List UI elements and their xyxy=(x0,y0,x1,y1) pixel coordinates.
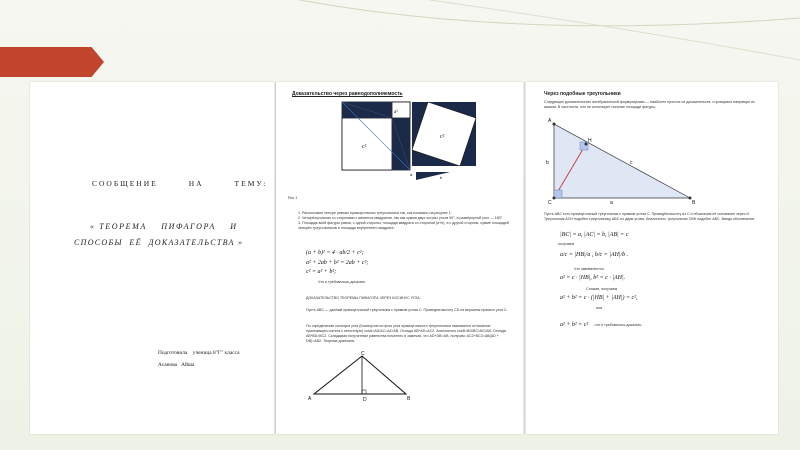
side-label-a: a xyxy=(610,200,613,206)
figure-caption: Рис 1 xyxy=(288,196,298,200)
side-label-c: c xyxy=(630,160,633,166)
proof-paragraph: Пусть ABC есть прямоугольный треугольник с прямым углом C. Проведём высоту из C и обозначим её основание через H. Треугольник ACH подобен треугольнику ABC по двум углам. Аналогично, треугольник CBH подобен ABC. Введя обозначения xyxy=(544,212,755,221)
side-label-b: b xyxy=(546,160,549,166)
vertex-label-b: B xyxy=(407,396,411,402)
page-proof-rearrangement xyxy=(276,82,523,434)
vertex-label-c: C xyxy=(361,351,365,357)
intro-text: Следующее доказательство алгебраической формулировки — наиболее простое из доказательств, строящихся напрямую из аксиом. В частности, оно не использует понятие площади фигуры. xyxy=(544,100,755,109)
topic-line-1: « ТЕОРЕМА ПИФАГОРА И xyxy=(90,222,238,231)
proof-step: 3. Площадь всей фигуры равна, с одной стороны, площади квадрата со стороной (a+b), а с другой стороны, сумме площадей четырёх треугольников и площади внутреннего квадрата. xyxy=(298,221,509,230)
vertex-label-a: A xyxy=(308,396,312,402)
label-sum: Сложив, получаем xyxy=(586,287,618,291)
vertex-label-d: D xyxy=(363,397,367,402)
report-title-line: СООБЩЕНИЕ НА ТЕМУ: xyxy=(92,179,268,188)
accent-ribbon xyxy=(0,47,104,77)
equation-5: a² + b² = c² xyxy=(560,322,589,328)
proof-step: 2. Четырёхугольник со сторонами c является квадратом, так как сумма двух острых углов 90°, а развёрнутый угол — 180°. xyxy=(298,216,504,220)
prepared-by: Подготовила ученица 8"Г" класса xyxy=(158,350,240,356)
equation-5-tail: , что и требовалось доказать. xyxy=(592,323,643,327)
page-divider xyxy=(524,82,525,434)
svg-text:c²: c² xyxy=(362,144,367,150)
svg-text:a²: a² xyxy=(394,110,398,115)
svg-text:a: a xyxy=(410,172,413,177)
equation-3: a² = c · |HB|, b² = c · |AH|. xyxy=(560,275,626,281)
equation-4: a² + b² = c · (|HB| + |AH|) = c², xyxy=(560,295,638,301)
section-2-title: ДОКАЗАТЕЛЬСТВО ТЕОРЕМЫ ПИФАГОРА ЧЕРЕЗ КОСИНУС УГЛА: xyxy=(306,296,421,300)
section-heading: Доказательство через равнодополняемость xyxy=(292,91,403,97)
section-heading: Через подобные треугольники xyxy=(544,91,621,97)
page-proof-similar-triangles xyxy=(526,82,778,434)
label-or: или xyxy=(596,306,603,310)
formula-3: c² = a² + b²; xyxy=(306,269,337,275)
vertex-label-b: B xyxy=(692,200,696,206)
proof-steps xyxy=(298,211,510,231)
vertex-label-a: A xyxy=(548,118,552,124)
svg-text:c²: c² xyxy=(440,134,445,140)
section-2-paragraph-2: По определению косинуса угла (Косинусом острого угла прямоугольного треугольника называется отношение прилежащего катета к гипотенузе) cosA=AD/AC=AC/AB. Отсюда AB*AD=AC2. Аналогично cosB=BD/BC=BC/AB. Отсюда AB*BD=BC2. Складывая полученные равенства почленно и замечая, что AD+DB=AB, получим: AC2+BC2=AB(AD + DB)=AB2. Теорема доказана. xyxy=(306,324,506,343)
equation-1: |BC| = a, |AC| = b, |AB| = c xyxy=(560,232,629,238)
equation-2: a/c = |HB|/a , b/c = |AH|/b . xyxy=(560,252,629,258)
page-title-sheet xyxy=(30,82,274,434)
topic-line-2: СПОСОБЫ ЕЁ ДОКАЗАТЕЛЬСТВА » xyxy=(74,238,244,247)
svg-text:b: b xyxy=(440,175,443,180)
rearrangement-figure xyxy=(340,100,480,180)
label-equivalent: Что эквивалентно xyxy=(574,267,604,271)
final-equation-row xyxy=(560,313,642,331)
similar-triangles-figure xyxy=(540,114,700,206)
cosine-triangle-figure xyxy=(306,350,416,402)
formula-2: a² + 2ab + b² = 2ab + c²; xyxy=(306,260,369,266)
vertex-label-c: C xyxy=(548,200,552,206)
section-2-paragraph-1: Пусть ABC — данный прямоугольный треугольник с прямым углом C. Проведем высоту CD из вершины прямого угла C. xyxy=(306,308,508,312)
formula-1: (a + b)² = 4 · ab/2 + c²; xyxy=(306,250,364,256)
conclusion-text: Что и требовалось доказать. xyxy=(318,280,367,284)
vertex-label-h: H xyxy=(588,138,592,144)
label-get: получаем xyxy=(558,242,575,246)
author-name: Асанова Айша xyxy=(158,362,195,368)
proof-step: 1. Расположим четыре равных прямоугольных треугольника так, как показано на рисунке 1. xyxy=(298,211,452,215)
